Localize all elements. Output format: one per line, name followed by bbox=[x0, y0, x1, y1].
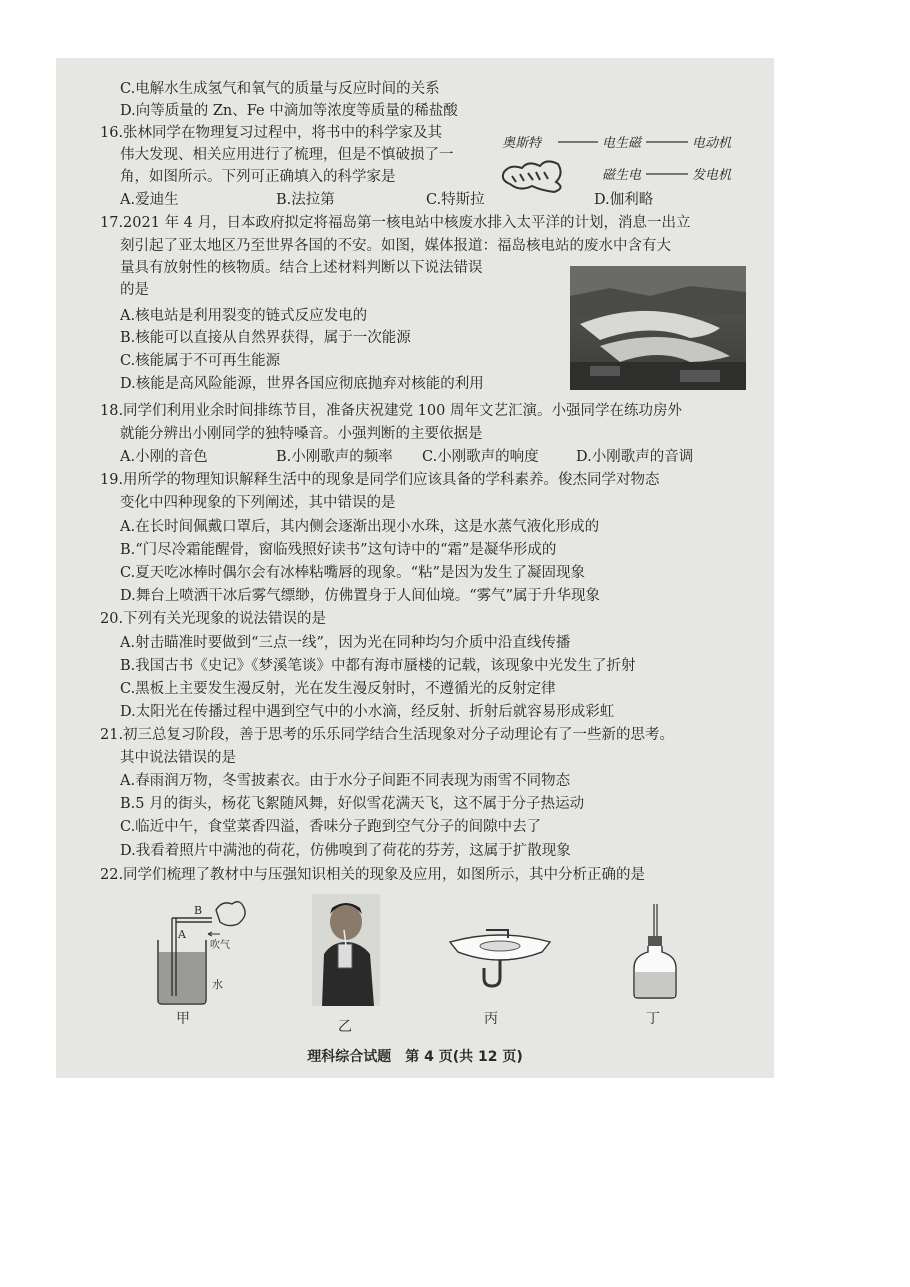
nuclear-plant-photo bbox=[570, 266, 746, 390]
boy-drinking-photo bbox=[312, 894, 380, 1006]
q20-option-d: D.太阳光在传播过程中遇到空气中的小水滴，经反射、折射后就容易形成彩虹 bbox=[120, 704, 615, 720]
q15-option-d: D.向等质量的 Zn、Fe 中滴加等浓度等质量的稀盐酸 bbox=[120, 103, 458, 119]
q19-option-a: A.在长时间佩戴口罩后，其内侧会逐渐出现小水珠，这是水蒸气液化形成的 bbox=[120, 519, 600, 535]
q21-stem-line2: 其中说法错误的是 bbox=[120, 750, 236, 766]
q18-option-b: B.小刚歌声的频率 bbox=[276, 449, 393, 465]
q16-stem-line3: 角，如图所示。下列可正确填入的科学家是 bbox=[120, 169, 396, 185]
q19-option-c: C.夏天吃冰棒时偶尔会有冰棒粘嘴唇的现象。“粘”是因为发生了凝固现象 bbox=[120, 565, 586, 581]
figure-text-generator: 发电机 bbox=[692, 168, 732, 183]
q16-stem-line2: 伟大发现、相关应用进行了梳理，但是不慎破损了一 bbox=[120, 147, 454, 163]
figure-text-motor: 电动机 bbox=[692, 136, 732, 151]
q17-option-c: C.核能属于不可再生能源 bbox=[120, 353, 281, 369]
q19-stem-line1: 19.用所学的物理知识解释生活中的现象是同学们应该具备的学科素养。俊杰同学对物态 bbox=[100, 472, 660, 488]
figure-label-ding: 丁 bbox=[646, 1011, 660, 1027]
q22-stem: 22.同学们梳理了教材中与压强知识相关的现象及应用，如图所示，其中分析正确的是 bbox=[100, 867, 646, 883]
q21-option-b: B.5 月的街头，杨花飞絮随风舞，好似雪花满天飞，这不属于分子热运动 bbox=[120, 796, 585, 812]
label-b: B bbox=[194, 904, 203, 917]
q21-option-c: C.临近中午，食堂菜香四溢，香味分子跑到空气分子的间隙中去了 bbox=[120, 819, 542, 835]
q20-option-a: A.射击瞄准时要做到“三点一线”，因为光在同种均匀介质中沿直线传播 bbox=[120, 635, 571, 651]
figure-label-bing: 丙 bbox=[484, 1011, 498, 1027]
q16-stem-line1: 16.张林同学在物理复习过程中，将书中的科学家及其 bbox=[100, 125, 443, 141]
q16-option-b: B.法拉第 bbox=[276, 192, 335, 208]
q16-option-c: C.特斯拉 bbox=[426, 192, 485, 208]
bottle-tube-diagram bbox=[630, 904, 680, 1000]
q17-option-b: B.核能可以直接从自然界获得，属于一次能源 bbox=[120, 330, 411, 346]
figure-text-magnetic-to-electric: 磁生电 bbox=[602, 168, 642, 183]
figure-text-electric-to-magnetic: 电生磁 bbox=[602, 136, 642, 151]
exam-page bbox=[56, 58, 774, 1078]
q15-option-c: C.电解水生成氢气和氧气的质量与反应时间的关系 bbox=[120, 81, 440, 97]
q18-stem-line2: 就能分辨出小刚同学的独特嗓音。小强判断的主要依据是 bbox=[120, 426, 483, 442]
figure-yi bbox=[312, 894, 380, 1006]
figure-label-yi: 乙 bbox=[338, 1019, 352, 1035]
beaker-straw-diagram bbox=[150, 896, 270, 1006]
q18-stem-line1: 18.同学们利用业余时间排练节目，准备庆祝建党 100 周年文艺汇演。小强同学在练功房外 bbox=[100, 403, 682, 419]
q17-stem-line2: 刻引起了亚太地区乃至世界各国的不安。如图，媒体报道：福岛核电站的废水中含有大 bbox=[120, 238, 671, 254]
figure-ding bbox=[630, 904, 680, 1000]
figure-jia bbox=[150, 896, 270, 1006]
q18-option-a: A.小刚的音色 bbox=[120, 449, 208, 465]
q18-option-c: C.小刚歌声的响度 bbox=[422, 449, 539, 465]
q16-option-d: D.伽利略 bbox=[594, 192, 654, 208]
label-blow: 吹气 bbox=[210, 940, 230, 951]
q17-option-a: A.核电站是利用裂变的链式反应发电的 bbox=[120, 308, 368, 324]
label-a: A bbox=[178, 928, 186, 941]
page-footer: 理科综合试题 第 4 页(共 12 页) bbox=[307, 1049, 523, 1065]
q20-option-b: B.我国古书《史记》《梦溪笔谈》中都有海市蜃楼的记载，该现象中光发生了折射 bbox=[120, 658, 636, 674]
figure-text-oersted: 奥斯特 bbox=[502, 136, 542, 151]
washbasin-diagram bbox=[446, 920, 554, 1000]
figure-bing bbox=[446, 920, 554, 1000]
q17-option-d: D.核能是高风险能源，世界各国应彻底抛弃对核能的利用 bbox=[120, 376, 484, 392]
q18-option-d: D.小刚歌声的音调 bbox=[576, 449, 694, 465]
q17-stem-line3: 量具有放射性的核物质。结合上述材料判断以下说法错误 bbox=[120, 260, 483, 276]
q19-option-d: D.舞台上喷洒干冰后雾气缥缈，仿佛置身于人间仙境。“雾气”属于升华现象 bbox=[120, 588, 601, 604]
figure-label-jia: 甲 bbox=[176, 1011, 190, 1027]
q17-stem-line4: 的是 bbox=[120, 282, 149, 298]
q16-option-a: A.爱迪生 bbox=[120, 192, 179, 208]
q21-option-d: D.我看着照片中满池的荷花，仿佛嗅到了荷花的芬芳，这属于扩散现象 bbox=[120, 843, 571, 859]
q19-option-b: B.“门尽冷霜能醒骨，窗临残照好读书”这句诗中的“霜”是凝华形成的 bbox=[120, 542, 557, 558]
q21-stem-line1: 21.初三总复习阶段，善于思考的乐乐同学结合生活现象对分子动理论有了一些新的思考。 bbox=[100, 727, 675, 743]
label-water: 水 bbox=[212, 978, 223, 991]
q21-option-a: A.春雨润万物，冬雪披素衣。由于水分子间距不同表现为雨雪不同物态 bbox=[120, 773, 571, 789]
q16-figure bbox=[496, 130, 758, 202]
q20-stem: 20.下列有关光现象的说法错误的是 bbox=[100, 611, 327, 627]
q20-option-c: C.黑板上主要发生漫反射，光在发生漫反射时，不遵循光的反射定律 bbox=[120, 681, 556, 697]
q19-stem-line2: 变化中四种现象的下列阐述，其中错误的是 bbox=[120, 495, 396, 511]
q17-stem-line1: 17.2021 年 4 月，日本政府拟定将福岛第一核电站中核废水排入太平洋的计划，消息一出立 bbox=[100, 215, 691, 231]
